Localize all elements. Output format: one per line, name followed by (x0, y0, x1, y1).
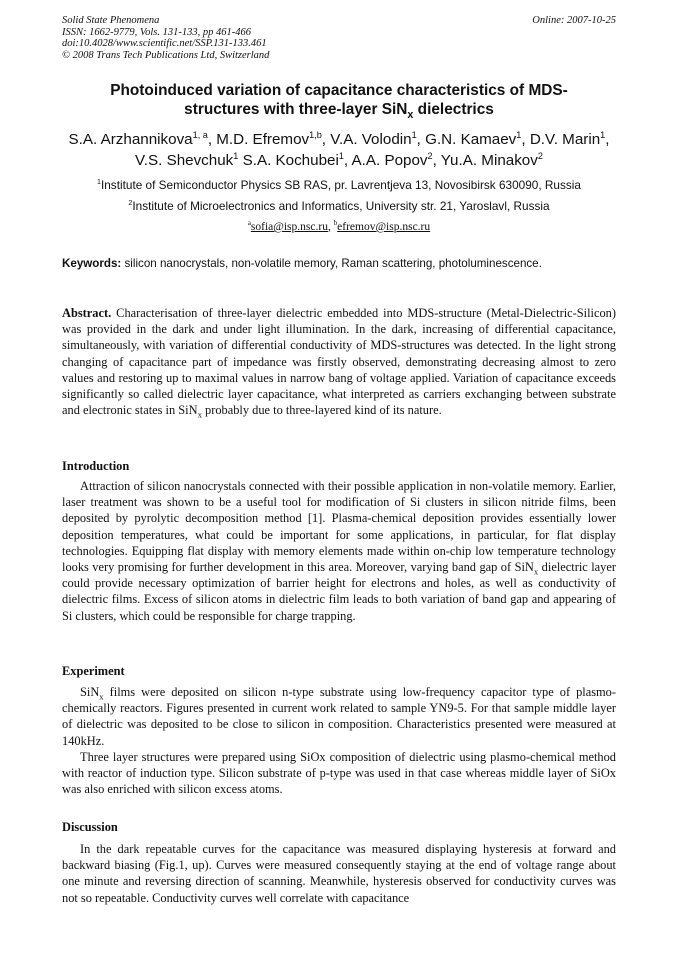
author: V.A. Volodin (330, 131, 412, 148)
intro-text-pre: Attraction of silicon nanocrystals connected with their possible application in non-volatile memory. Earlier, laser treatment was shown to be a useful tool for modification of Si clusters in silicon nitride films, been deposited by pyrolytic decomposition method [1]. Plasma-chemical deposition provides essentially lower deposition temperatures, what could be important for some applications, in particular, for flat display technologies. Equipping flat display with memory elements made within on-chip low temperature technology looks very promising for further development in this area. Moreover, varying band gap of SiN (62, 479, 616, 575)
author-separator: , (605, 131, 610, 148)
affiliation-2 (62, 199, 616, 213)
experiment-section (62, 684, 616, 797)
abstract-label: Abstract. (62, 306, 112, 320)
affiliation-text: Institute of Microelectronics and Informatics, University str. 21, Yaroslavl, Russia (132, 199, 550, 213)
exp-text-post: films were deposited on silicon n-type substrate using low-frequency capacitor type of plasmo-chemically reactors. Figures presented in current work related to sample YN9-5. For that sample middle layer of dielectric was deposited to be close to silicon in composition. Characteristics presented were measured at 140kHz. (62, 685, 616, 748)
email-link-b[interactable]: efremov@isp.nsc.ru (337, 221, 431, 233)
exp-text-pre: SiN (80, 685, 100, 699)
author-affil-mark: 2 (427, 150, 433, 161)
journal-header (62, 15, 269, 61)
author-affil-mark: 1 (600, 129, 606, 140)
author-separator: , (432, 151, 441, 169)
abstract-text-post: probably due to three-layered kind of its nature. (201, 403, 442, 418)
title-line-2-post: dielectrics (413, 101, 494, 118)
keywords (62, 257, 622, 271)
online-date-text: Online: 2007-10-25 (532, 15, 616, 26)
author-affil-mark: 2 (537, 150, 543, 161)
author-separator: , (521, 131, 530, 148)
email-link-a[interactable]: sofia@isp.nsc.ru (250, 221, 328, 233)
discussion-heading: Discussion (62, 820, 118, 834)
title-subscript: x (407, 109, 414, 122)
affiliation-mark: 2 (128, 199, 133, 208)
exp-subscript: x (99, 691, 104, 702)
title-line-2-pre: structures with three-layer SiN (184, 101, 408, 118)
author: Yu.A. Minakov (440, 151, 538, 169)
intro-subscript: x (533, 566, 539, 577)
experiment-heading: Experiment (62, 664, 125, 678)
author-affil-mark: 1 (233, 150, 239, 161)
author-separator: , (321, 131, 331, 148)
title-line-1: Photoinduced variation of capacitance characteristics of MDS- (110, 82, 568, 99)
paper-title (62, 81, 616, 122)
author: M.D. Efremov (216, 131, 310, 148)
experiment-paragraph-2: Three layer structures were prepared using SiOx composition of dielectric using plasmo-chemical method with reactor of induction type. Silicon substrate of p-type was used in that case whereas middle layer of SiOx was also enriched with silicon excess atoms. (62, 749, 616, 797)
author: A.A. Popov (351, 151, 428, 169)
author: G.N. Kamaev (425, 131, 517, 148)
author-affil-mark: 1, a (192, 129, 208, 140)
issn-line: ISSN: 1662-9779, Vols. 131-133, pp 461-466 (62, 26, 251, 38)
introduction-section (62, 478, 616, 624)
online-date (532, 15, 616, 27)
author: S.A. Kochubei (242, 151, 339, 169)
author: V.S. Shevchuk (135, 151, 234, 169)
author: S.A. Arzhannikova (68, 131, 193, 148)
experiment-paragraph-1 (62, 684, 616, 749)
author-affil-mark: 1 (411, 129, 417, 140)
abstract (62, 305, 616, 418)
title-line-2 (62, 100, 616, 122)
doi-line: doi:10.4028/www.scientific.net/SSP.131-133.461 (62, 38, 267, 50)
keywords-text: silicon nanocrystals, non-volatile memory, Raman scattering, photoluminescence. (121, 257, 542, 270)
author-affil-mark: 1,b (309, 129, 322, 140)
author-list (62, 130, 616, 171)
affiliation-1 (62, 178, 616, 192)
author-affil-mark: 1 (338, 150, 344, 161)
author-separator: , (416, 131, 426, 148)
affiliation-mark: 1 (97, 178, 101, 187)
author-separator: , (343, 151, 352, 169)
journal-name: Solid State Phenomena (62, 15, 160, 26)
introduction-heading: Introduction (62, 459, 130, 473)
discussion-section (62, 841, 616, 906)
email-mark: b (333, 220, 338, 228)
copyright-line: © 2008 Trans Tech Publications Ltd, Switzerland (62, 49, 270, 61)
author-emails: $^a$sofia@isp.nsc.ru, $^b$efremov@isp.nsc.ru (247, 220, 431, 233)
author-separator: , (207, 131, 217, 148)
introduction-paragraph (62, 478, 616, 624)
discussion-paragraph: In the dark repeatable curves for the capacitance was measured displaying hysteresis at forward and backward biasing (Fig.1, up). Curves were measured consequently staying at the end of voltage range about one minute and reversing direction of scanning. Meanwhile, hysteresis observed for conductivity curves was not so repeatable. Conductivity curves well correlate with capacitance (62, 842, 616, 905)
intro-text-post: dielectric layer could provide necessary optimization of barrier height for electrons and holes, as well as conductivity of dielectric films. Excess of silicon atoms in dielectric film leads to both variation of band gap and appearing of Si clusters, which could be responsible for charge trapping. (62, 560, 616, 623)
abstract-subscript: x (197, 409, 202, 420)
author: D.V. Marin (529, 131, 601, 148)
affiliation-text: Institute of Semiconductor Physics SB RAS, pr. Lavrentjeva 13, Novosibirsk 630090, Russia (100, 178, 581, 192)
author-affil-mark: 1 (516, 129, 522, 140)
keywords-label: Keywords: (62, 257, 122, 270)
abstract-text-pre: Characterisation of three-layer dielectric embedded into MDS-structure (Metal-Dielectric-Silicon) was provided in the dark and under light illumination. In the dark, increasing of differential capacitance, simultaneously, with variation of differential conductivity of MDS-structures was detected. In the light strong changing of capacitance part of impedance was firstly observed, demonstrating decreasing almost to zero values and restoring up to maximal values in narrow bang of voltage applied. Variation of capacitance exceeds significantly so called dielectric layer capacitance, what interpreted as carriers exchanging between substrate and electronic states in SiN (62, 306, 616, 418)
email-mark: a (247, 220, 251, 228)
